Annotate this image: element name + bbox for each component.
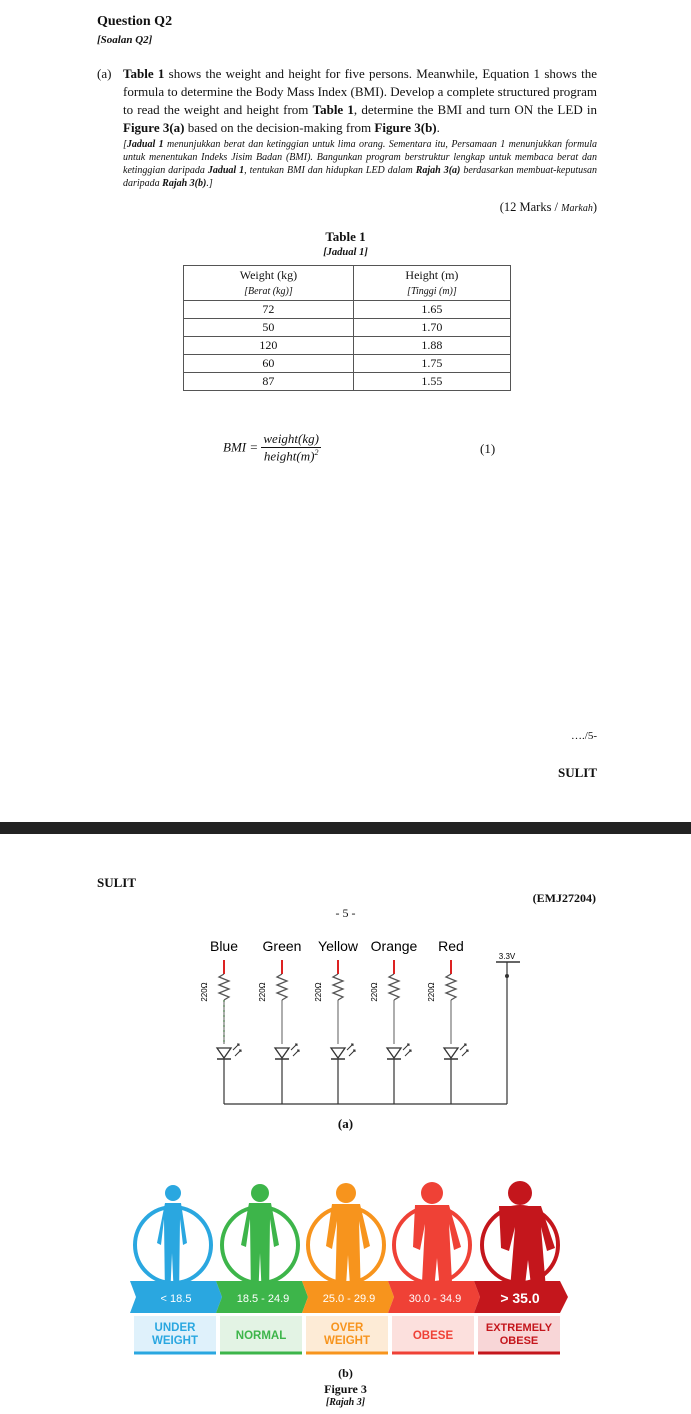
category-label: UNDER xyxy=(154,1322,196,1334)
resistor-label: 220Ω xyxy=(200,982,209,1002)
table-row xyxy=(184,373,511,391)
table-cell: 1.55 xyxy=(353,373,510,391)
table-header-height xyxy=(353,266,510,301)
question-text-3: based on the decision-making from xyxy=(184,120,375,135)
table-ref-2: Table 1 xyxy=(312,102,354,117)
led-branch-red xyxy=(427,960,468,1104)
malay-text-1: menunjukkan berat dan ketinggian untuk lima orang. Sementara itu, Persamaan 1 menunjukkan formula untuk menentukan Indeks Jisim Badan (BMI). Bangunkan program berstruktur lengkap untuk membaca berat dan ketinggian daripada xyxy=(123,139,598,176)
supply-rail xyxy=(496,952,520,1104)
category-label: OBESE xyxy=(412,1330,454,1342)
bmi-equation xyxy=(223,431,321,464)
range-label: 25.0 - 29.9 xyxy=(322,1293,376,1305)
malay-text-4: .] xyxy=(206,178,213,189)
resistor-label: 220Ω xyxy=(427,982,436,1002)
bmi-table xyxy=(183,265,511,391)
category-label: EXTREMELY xyxy=(485,1322,553,1334)
range-label: 18.5 - 24.9 xyxy=(236,1293,290,1305)
rajah-b-ref: Rajah 3(b) xyxy=(162,178,207,189)
equation-denominator xyxy=(261,448,321,464)
question-subtitle: [Soalan Q2] xyxy=(97,34,153,46)
category-label: WEIGHT xyxy=(152,1335,198,1347)
table-caption-malay: [Jadual 1] xyxy=(323,247,368,258)
led-branch-blue xyxy=(200,960,241,1104)
header-height-en: Height (m) xyxy=(405,267,459,282)
sulit-label: SULIT xyxy=(557,765,597,780)
sulit-label-2: SULIT xyxy=(97,875,137,890)
equation-lhs: BMI = xyxy=(223,439,259,455)
led-branch-yellow xyxy=(314,960,355,1104)
question-text-1: shows the weight and height for five persons. Meanwhile, Equation 1 shows the formula to determine the Body Mass Index (BMI). Develop a complete structured program to read the weight and height from xyxy=(123,66,597,117)
led-color-label: Yellow xyxy=(318,938,358,954)
page-divider xyxy=(0,822,691,834)
question-paragraph xyxy=(97,65,597,137)
range-label: > 35.0 xyxy=(500,1290,540,1306)
led-branch-orange xyxy=(370,960,411,1104)
jadual-ref-2: Jadual 1 xyxy=(207,165,245,176)
subfigure-a-label: (a) xyxy=(337,1116,354,1131)
subfigure-b-label: (b) xyxy=(338,1366,353,1380)
malay-text-3: berdasarkan membuat-keputusan daripada xyxy=(123,165,598,189)
led-branch-green xyxy=(258,960,299,1104)
malay-text-0: [ xyxy=(123,139,127,150)
malay-paragraph xyxy=(123,138,597,190)
figure-caption-malay: [Rajah 3] xyxy=(325,1397,366,1408)
equation-fraction xyxy=(261,431,321,464)
bmi-category-chart xyxy=(130,1175,570,1357)
supply-label: 3.3V xyxy=(498,952,516,961)
table-caption: Table 1 xyxy=(325,229,366,244)
table-cell: 1.75 xyxy=(353,355,510,373)
table-cell: 1.70 xyxy=(353,319,510,337)
table-cell: 60 xyxy=(184,355,354,373)
marks-malay: Markah xyxy=(561,203,593,214)
page-number: - 5 - xyxy=(335,906,356,920)
figure-caption: Figure 3 xyxy=(324,1382,367,1396)
table-row xyxy=(184,337,511,355)
resistor-label: 220Ω xyxy=(314,982,323,1002)
marks-label xyxy=(500,200,597,215)
table-row xyxy=(184,319,511,337)
table-cell: 120 xyxy=(184,337,354,355)
range-label: 30.0 - 34.9 xyxy=(408,1293,462,1305)
question-text-2: , determine the BMI and turn ON the LED in xyxy=(353,102,598,117)
equation-exponent: 2 xyxy=(314,448,319,457)
table-header-weight xyxy=(184,266,354,301)
header-height-ms: [Tinggi (m)] xyxy=(407,285,457,297)
page-footer: …./5- xyxy=(571,730,597,742)
part-label: (a) xyxy=(97,66,112,81)
table-cell: 50 xyxy=(184,319,354,337)
denominator-text: height(m) xyxy=(263,448,315,464)
question-title: Question Q2 xyxy=(97,14,173,29)
led-color-label: Orange xyxy=(370,938,418,954)
table-row xyxy=(184,355,511,373)
header-weight-ms: [Berat (kg)] xyxy=(244,285,293,297)
figure-b-ref: Figure 3(b) xyxy=(374,120,437,135)
resistor-label: 220Ω xyxy=(370,982,379,1002)
question-text-4: . xyxy=(436,120,440,135)
category-label: OVER xyxy=(330,1322,364,1334)
equation-numerator: weight(kg) xyxy=(263,431,319,446)
rajah-a-ref: Rajah 3(a) xyxy=(415,165,461,176)
resistor-label: 220Ω xyxy=(258,982,267,1002)
led-circuit-diagram xyxy=(190,932,530,1110)
table-cell: 87 xyxy=(184,373,354,391)
led-color-label: Green xyxy=(262,938,302,954)
equation-number: (1) xyxy=(480,441,496,456)
marks-close: ) xyxy=(592,200,597,214)
led-color-label: Red xyxy=(438,938,464,954)
table-cell: 72 xyxy=(184,301,354,319)
category-label: NORMAL xyxy=(235,1330,287,1342)
category-label: WEIGHT xyxy=(324,1335,370,1347)
marks-text: (12 Marks / xyxy=(499,200,562,214)
figure-a-ref: Figure 3(a) xyxy=(123,120,185,135)
malay-text-2: , tentukan BMI dan hidupkan LED dalam xyxy=(244,165,416,176)
jadual-ref: Jadual 1 xyxy=(126,139,164,150)
header-weight-en: Weight (kg) xyxy=(239,267,298,282)
led-color-label: Blue xyxy=(209,938,239,954)
table-ref: Table 1 xyxy=(123,66,165,81)
table-cell: 1.88 xyxy=(353,337,510,355)
range-label: < 18.5 xyxy=(160,1293,192,1305)
table-cell: 1.65 xyxy=(353,301,510,319)
table-row xyxy=(184,301,511,319)
category-label: OBESE xyxy=(499,1335,539,1347)
course-code: (EMJ27204) xyxy=(532,891,596,905)
